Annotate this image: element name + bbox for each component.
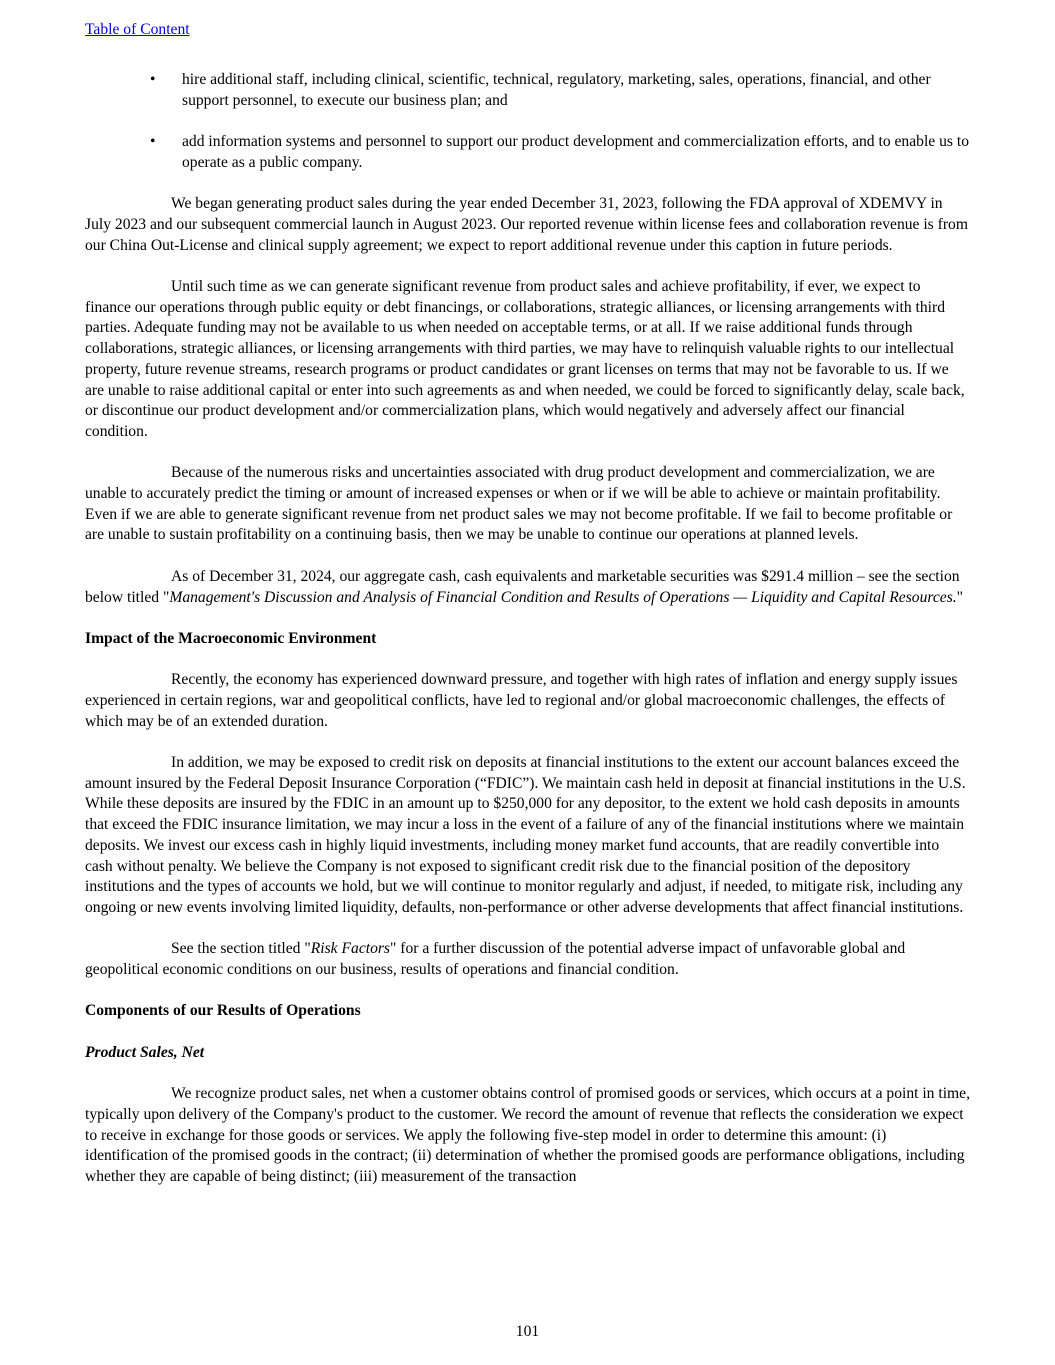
liquidity-reference: Management's Discussion and Analysis of Financial Condition and Results of Operations — Liquidity and Capital Resources. [169, 588, 957, 606]
document-body [85, 70, 970, 1208]
subheading-product-sales: Product Sales, Net [85, 1043, 205, 1061]
bullet-symbol: • [150, 133, 156, 151]
cash-position-tail: " [956, 588, 964, 606]
paragraph-revenue-recognition: We recognize product sales, net when a customer obtains control of promised goods or services, which occurs at a point in time, typically upon delivery of the Company's product to the customer. We record the amount of revenue that reflects the consideration we expect to receive in exchange for those goods or services. We apply the following five-step model in order to determine this amount: (i) identification of the promised goods in the contract; (ii) determination of whether the promised goods are performance obligations, including whether they are capable of being distinct; (iii) measurement of the transaction [85, 1085, 970, 1186]
cash-position-lead: As of December 31, 2024, our aggregate cash, cash equivalents and marketable securities was $291.4 million – see the section below titled " [85, 567, 960, 606]
paragraph-cash-position [85, 567, 970, 608]
table-of-content-link[interactable]: Table of Content [85, 21, 190, 38]
risk-factors-reference: Risk Factors [310, 940, 391, 958]
risk-factors-lead: See the section titled " [171, 940, 311, 958]
bullet-item [85, 132, 970, 173]
paragraph-risk-factors [85, 939, 970, 980]
bullet-item [85, 70, 970, 111]
bullet-symbol: • [150, 71, 156, 88]
bullet-text: hire additional staff, including clinical, scientific, technical, regulatory, marketing, sales, operations, financial, and other support personnel, to execute our business plan; and [182, 71, 931, 109]
paragraph-risks: Because of the numerous risks and uncertainties associated with drug product development and commercialization, we are unable to accurately predict the timing or amount of increased expenses or when or if we will be able to achieve or maintain profitability. Even if we are able to generate significant revenue from net product sales we may not become profitable. If we fail to become profitable or are unable to sustain profitability on a continuing basis, then we may be unable to continue our operations at planned levels. [85, 464, 953, 544]
paragraph-financing: Until such time as we can generate significant revenue from product sales and achieve profitability, if ever, we expect to finance our operations through public equity or debt financings, or collaborations, strategic alliances, or licensing arrangements with third parties. Adequate funding may not be available to us when needed on acceptable terms, or at all. If we raise additional funds through collaborations, strategic alliances, or licensing arrangements with third parties, we may have to relinquish valuable rights to our intellectual property, future revenue streams, research programs or product candidates or grant licenses on terms that may not be favorable to us. If we are unable to raise additional capital or enter into such agreements as and when needed, we could be forced to significantly delay, scale back, or discontinue our product development and/or commercialization plans, which would negatively and adversely affect our financial condition. [85, 277, 965, 440]
paragraph-economy: Recently, the economy has experienced downward pressure, and together with high rates of inflation and energy supply issues experienced in certain regions, war and geopolitical conflicts, have led to regional and/or global macroeconomic challenges, the effects of which may be of an extended duration. [85, 671, 958, 730]
bullet-text: add information systems and personnel to support our product development and commercialization efforts, and to enable us to operate as a public company. [182, 133, 969, 171]
heading-components: Components of our Results of Operations [85, 1002, 361, 1020]
heading-macroeconomic: Impact of the Macroeconomic Environment [85, 629, 377, 647]
risk-factors-tail: " for a further discussion of the potential adverse impact of unfavorable global and geopolitical economic conditions on our business, results of operations and financial condition. [85, 940, 906, 979]
paragraph-credit-risk: In addition, we may be exposed to credit risk on deposits at financial institutions to the extent our account balances exceed the amount insured by the Federal Deposit Insurance Corporation (“FDIC”). We maintain cash held in deposit at financial institutions in the U.S. While these deposits are insured by the FDIC in an amount up to $250,000 for any depositor, to the extent we hold cash deposits in amounts that exceed the FDIC insurance limitation, we may incur a loss in the event of a failure of any of the financial institutions where we maintain deposits. We invest our excess cash in highly liquid investments, including money market fund accounts, that are readily convertible into cash without penalty. We believe the Company is not exposed to significant credit risk due to the financial position of the depository institutions and the types of accounts we hold, but we will continue to monitor regularly and adjust, if needed, to mitigate risk, including any ongoing or new events involving limited liquidity, defaults, non-performance or other adverse developments that affect financial institutions. [85, 754, 966, 916]
paragraph-product-sales-start: We began generating product sales during the year ended December 31, 2023, following the FDA approval of XDEMVY in July 2023 and our subsequent commercial launch in August 2023. Our reported revenue within license fees and collaboration revenue is from our China Out-License and clinical supply agreement; we expect to report additional revenue under this caption in future periods. [85, 195, 968, 254]
page-number: 101 [515, 1323, 540, 1340]
